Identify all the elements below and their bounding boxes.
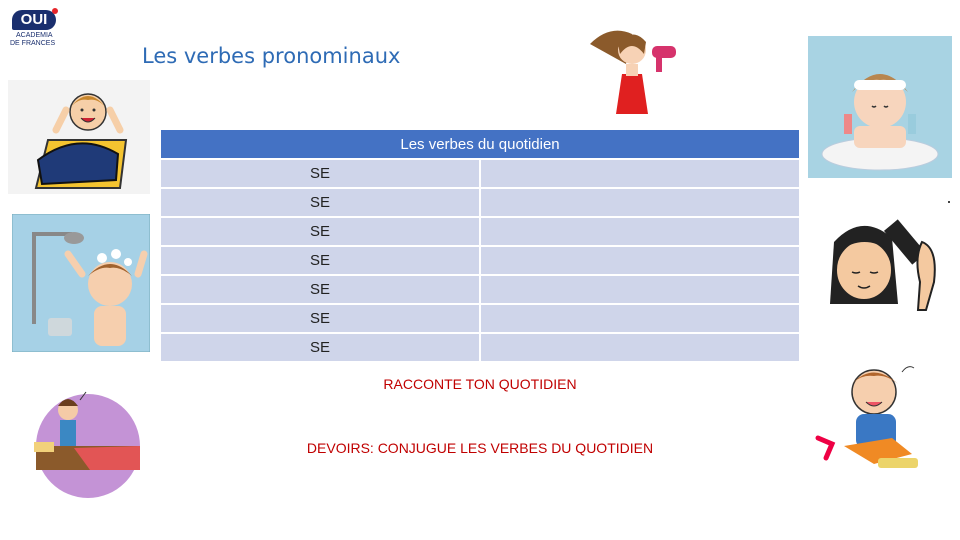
verbs-table: [159, 128, 801, 363]
verb-input-cell[interactable]: [481, 334, 799, 361]
table-row: [161, 189, 799, 216]
logo-badge: OUI: [12, 10, 56, 30]
boy-waking-up-illustration: [8, 80, 150, 194]
table-row: [161, 276, 799, 303]
verb-prefix-cell: SE: [161, 160, 479, 187]
boy-dressing-illustration: [814, 358, 942, 482]
dot-mark: [948, 201, 950, 203]
verb-prefix-cell: SE: [161, 276, 479, 303]
instruction-homework: DEVOIRS: CONJUGUE LES VERBES DU QUOTIDIEN: [306, 440, 654, 456]
logo-dot: [52, 8, 58, 14]
girl-combing-hair-illustration: [822, 212, 946, 316]
verb-input-cell[interactable]: [481, 189, 799, 216]
girl-hair-dryer-illustration: [586, 24, 682, 116]
girl-washing-face-illustration: [808, 36, 952, 178]
logo-text: [10, 32, 70, 48]
verb-prefix-cell: SE: [161, 305, 479, 332]
table-header-row: [161, 130, 799, 158]
academy-logo: [8, 8, 68, 58]
table-row: [161, 305, 799, 332]
verb-prefix-cell: SE: [161, 218, 479, 245]
verb-input-cell[interactable]: [481, 160, 799, 187]
verb-prefix-cell: SE: [161, 247, 479, 274]
page-title: Les verbes pronominaux: [142, 44, 401, 68]
verb-input-cell[interactable]: [481, 305, 799, 332]
table-header: Les verbes du quotidien: [161, 130, 799, 158]
table-row: [161, 334, 799, 361]
verb-input-cell[interactable]: [481, 247, 799, 274]
verb-input-cell[interactable]: [481, 276, 799, 303]
logo-line2: DE FRANCES: [10, 40, 56, 47]
logo-line1: ACADEMIA: [16, 32, 53, 39]
girl-getting-up-illustration: [30, 386, 146, 498]
instruction-narrate: RACCONTE TON QUOTIDIEN: [383, 376, 577, 392]
verb-prefix-cell: SE: [161, 189, 479, 216]
boy-shower-illustration: [12, 214, 150, 352]
table-row: [161, 247, 799, 274]
verb-prefix-cell: SE: [161, 334, 479, 361]
table-row: [161, 218, 799, 245]
verb-input-cell[interactable]: [481, 218, 799, 245]
table-row: [161, 160, 799, 187]
